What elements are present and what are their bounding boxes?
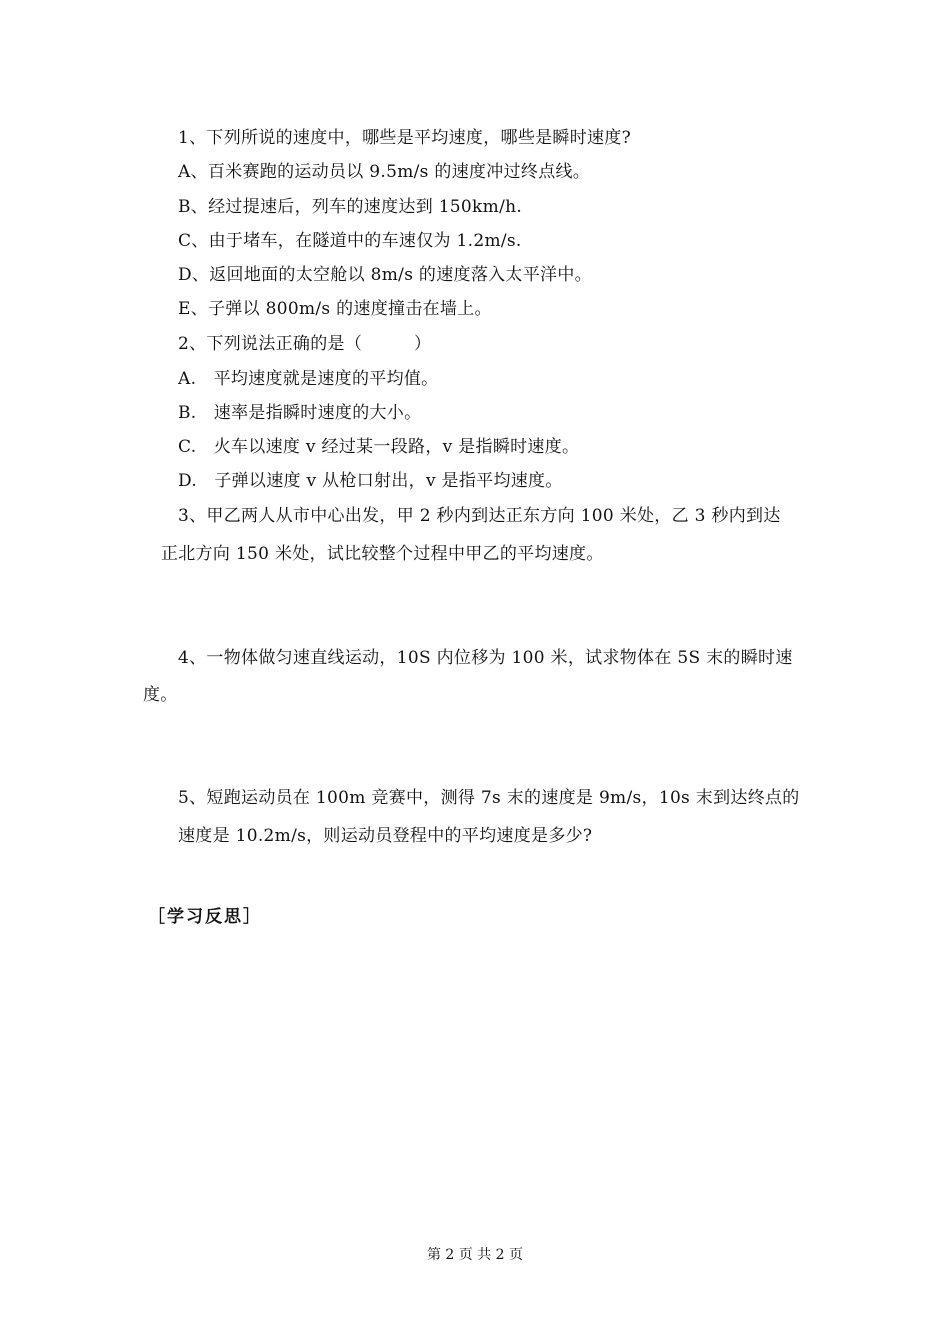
q3-line-1: 3、甲乙两人从市中心出发，甲 2 秒内到达正东方向 100 米处，乙 3 秒内到达	[178, 506, 781, 526]
q1-stem: 1、下列所说的速度中，哪些是平均速度，哪些是瞬时速度?	[178, 128, 632, 148]
q2-option-b: B. 速率是指瞬时速度的大小。	[178, 403, 422, 423]
q2-option-d: D. 子弹以速度 v 从枪口射出，v 是指平均速度。	[178, 471, 563, 491]
q5-line-2: 速度是 10.2m/s，则运动员登程中的平均速度是多少?	[178, 826, 593, 846]
q3-line-2: 正北方向 150 米处，试比较整个过程中甲乙的平均速度。	[161, 544, 604, 564]
q1-option-e: E、子弹以 800m/s 的速度撞击在墙上。	[178, 299, 492, 319]
q1-option-d: D、返回地面的太空舱以 8m/s 的速度落入太平洋中。	[178, 265, 592, 285]
q4-line-2: 度。	[143, 685, 178, 705]
q2-stem: 2、下列说法正确的是（ ）	[178, 334, 432, 354]
q1-option-a: A、百米赛跑的运动员以 9.5m/s 的速度冲过终点线。	[178, 162, 591, 182]
q5-line-1: 5、短跑运动员在 100m 竞赛中，测得 7s 末的速度是 9m/s，10s 末到达终点的	[178, 788, 800, 808]
q2-option-a: A. 平均速度就是速度的平均值。	[178, 369, 439, 389]
q1-option-b: B、经过提速后，列车的速度达到 150km/h.	[178, 197, 523, 217]
q1-option-c: C、由于堵车，在隧道中的车速仅为 1.2m/s.	[178, 231, 522, 251]
q2-option-c: C. 火车以速度 v 经过某一段路，v 是指瞬时速度。	[178, 437, 580, 457]
page-number: 第 2 页 共 2 页	[426, 1247, 524, 1263]
q4-line-1: 4、一物体做匀速直线运动，10S 内位移为 100 米，试求物体在 5S 末的瞬时速	[178, 648, 793, 668]
learning-reflection-heading: ［学习反思］	[148, 907, 262, 927]
